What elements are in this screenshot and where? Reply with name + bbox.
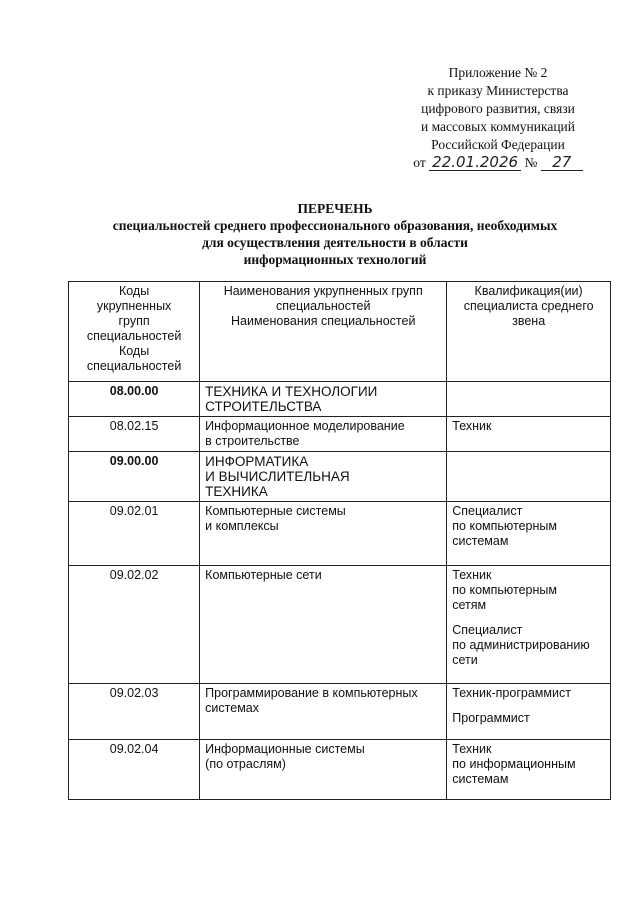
qualification-item: Техник (452, 419, 492, 433)
qualification-item: Программист (452, 711, 530, 725)
title-line: информационных технологий (243, 252, 427, 267)
header-names: Наименования укрупненных групп специальностей Наименования специальностей (200, 282, 447, 382)
row-code: 09.00.00 (69, 452, 200, 502)
title-line: специальностей среднего профессионального образования, необходимых (112, 218, 558, 233)
row-qualification (447, 417, 611, 452)
table-row (69, 740, 611, 800)
table-row (69, 382, 611, 417)
row-qualification (447, 684, 611, 740)
row-code: 09.02.01 (69, 502, 200, 566)
table-row (69, 502, 611, 566)
qualification-item: Техник по компьютерным сетям (452, 568, 557, 612)
row-code: 08.00.00 (69, 382, 200, 417)
appendix-line: Российской Федерации (431, 137, 565, 152)
header-codes: Коды укрупненных групп специальностей Коды специальностей (69, 282, 200, 382)
qualification-item: Специалист по компьютерным системам (452, 504, 557, 548)
appendix-line: цифрового развития, связи (421, 101, 575, 116)
title-line: для осуществления деятельности в области (202, 235, 468, 250)
row-qualification (447, 502, 611, 566)
document-title (70, 200, 600, 268)
appendix-line: к приказу Министерства (427, 83, 569, 98)
row-qualification (447, 452, 611, 502)
title-heading: ПЕРЕЧЕНЬ (297, 201, 373, 216)
handwritten-date: 22.01.2026 (429, 154, 521, 171)
table-header-row (69, 282, 611, 382)
row-name: Компьютерные сети (200, 566, 447, 684)
table-row (69, 417, 611, 452)
table-row (69, 684, 611, 740)
row-name: Программирование в компьютерных системах (200, 684, 447, 740)
appendix-line: Приложение № 2 (448, 65, 548, 80)
row-qualification (447, 382, 611, 417)
row-code: 08.02.15 (69, 417, 200, 452)
qualification-item: Техник по информационным системам (452, 742, 576, 786)
qualification-item: Специалист по администрированию сети (452, 623, 590, 667)
handwritten-number: 27 (541, 154, 583, 171)
appendix-header (398, 64, 598, 172)
row-code: 09.02.02 (69, 566, 200, 684)
row-name: ТЕХНИКА И ТЕХНОЛОГИИ СТРОИТЕЛЬСТВА (200, 382, 447, 417)
row-code: 09.02.04 (69, 740, 200, 800)
order-date-number (398, 154, 598, 172)
table-row (69, 452, 611, 502)
date-prefix: от (413, 155, 426, 170)
row-name: Информационное моделирование в строительстве (200, 417, 447, 452)
row-code: 09.02.03 (69, 684, 200, 740)
specialties-table (68, 281, 611, 800)
row-qualification (447, 740, 611, 800)
row-qualification (447, 566, 611, 684)
header-qualifications: Квалификация(ии) специалиста среднего звена (447, 282, 611, 382)
row-name: ИНФОРМАТИКА И ВЫЧИСЛИТЕЛЬНАЯ ТЕХНИКА (200, 452, 447, 502)
row-name: Компьютерные системы и комплексы (200, 502, 447, 566)
appendix-line: и массовых коммуникаций (420, 119, 576, 134)
number-prefix: № (524, 155, 538, 170)
table-row (69, 566, 611, 684)
qualification-item: Техник-программист (452, 686, 571, 700)
row-name: Информационные системы (по отраслям) (200, 740, 447, 800)
